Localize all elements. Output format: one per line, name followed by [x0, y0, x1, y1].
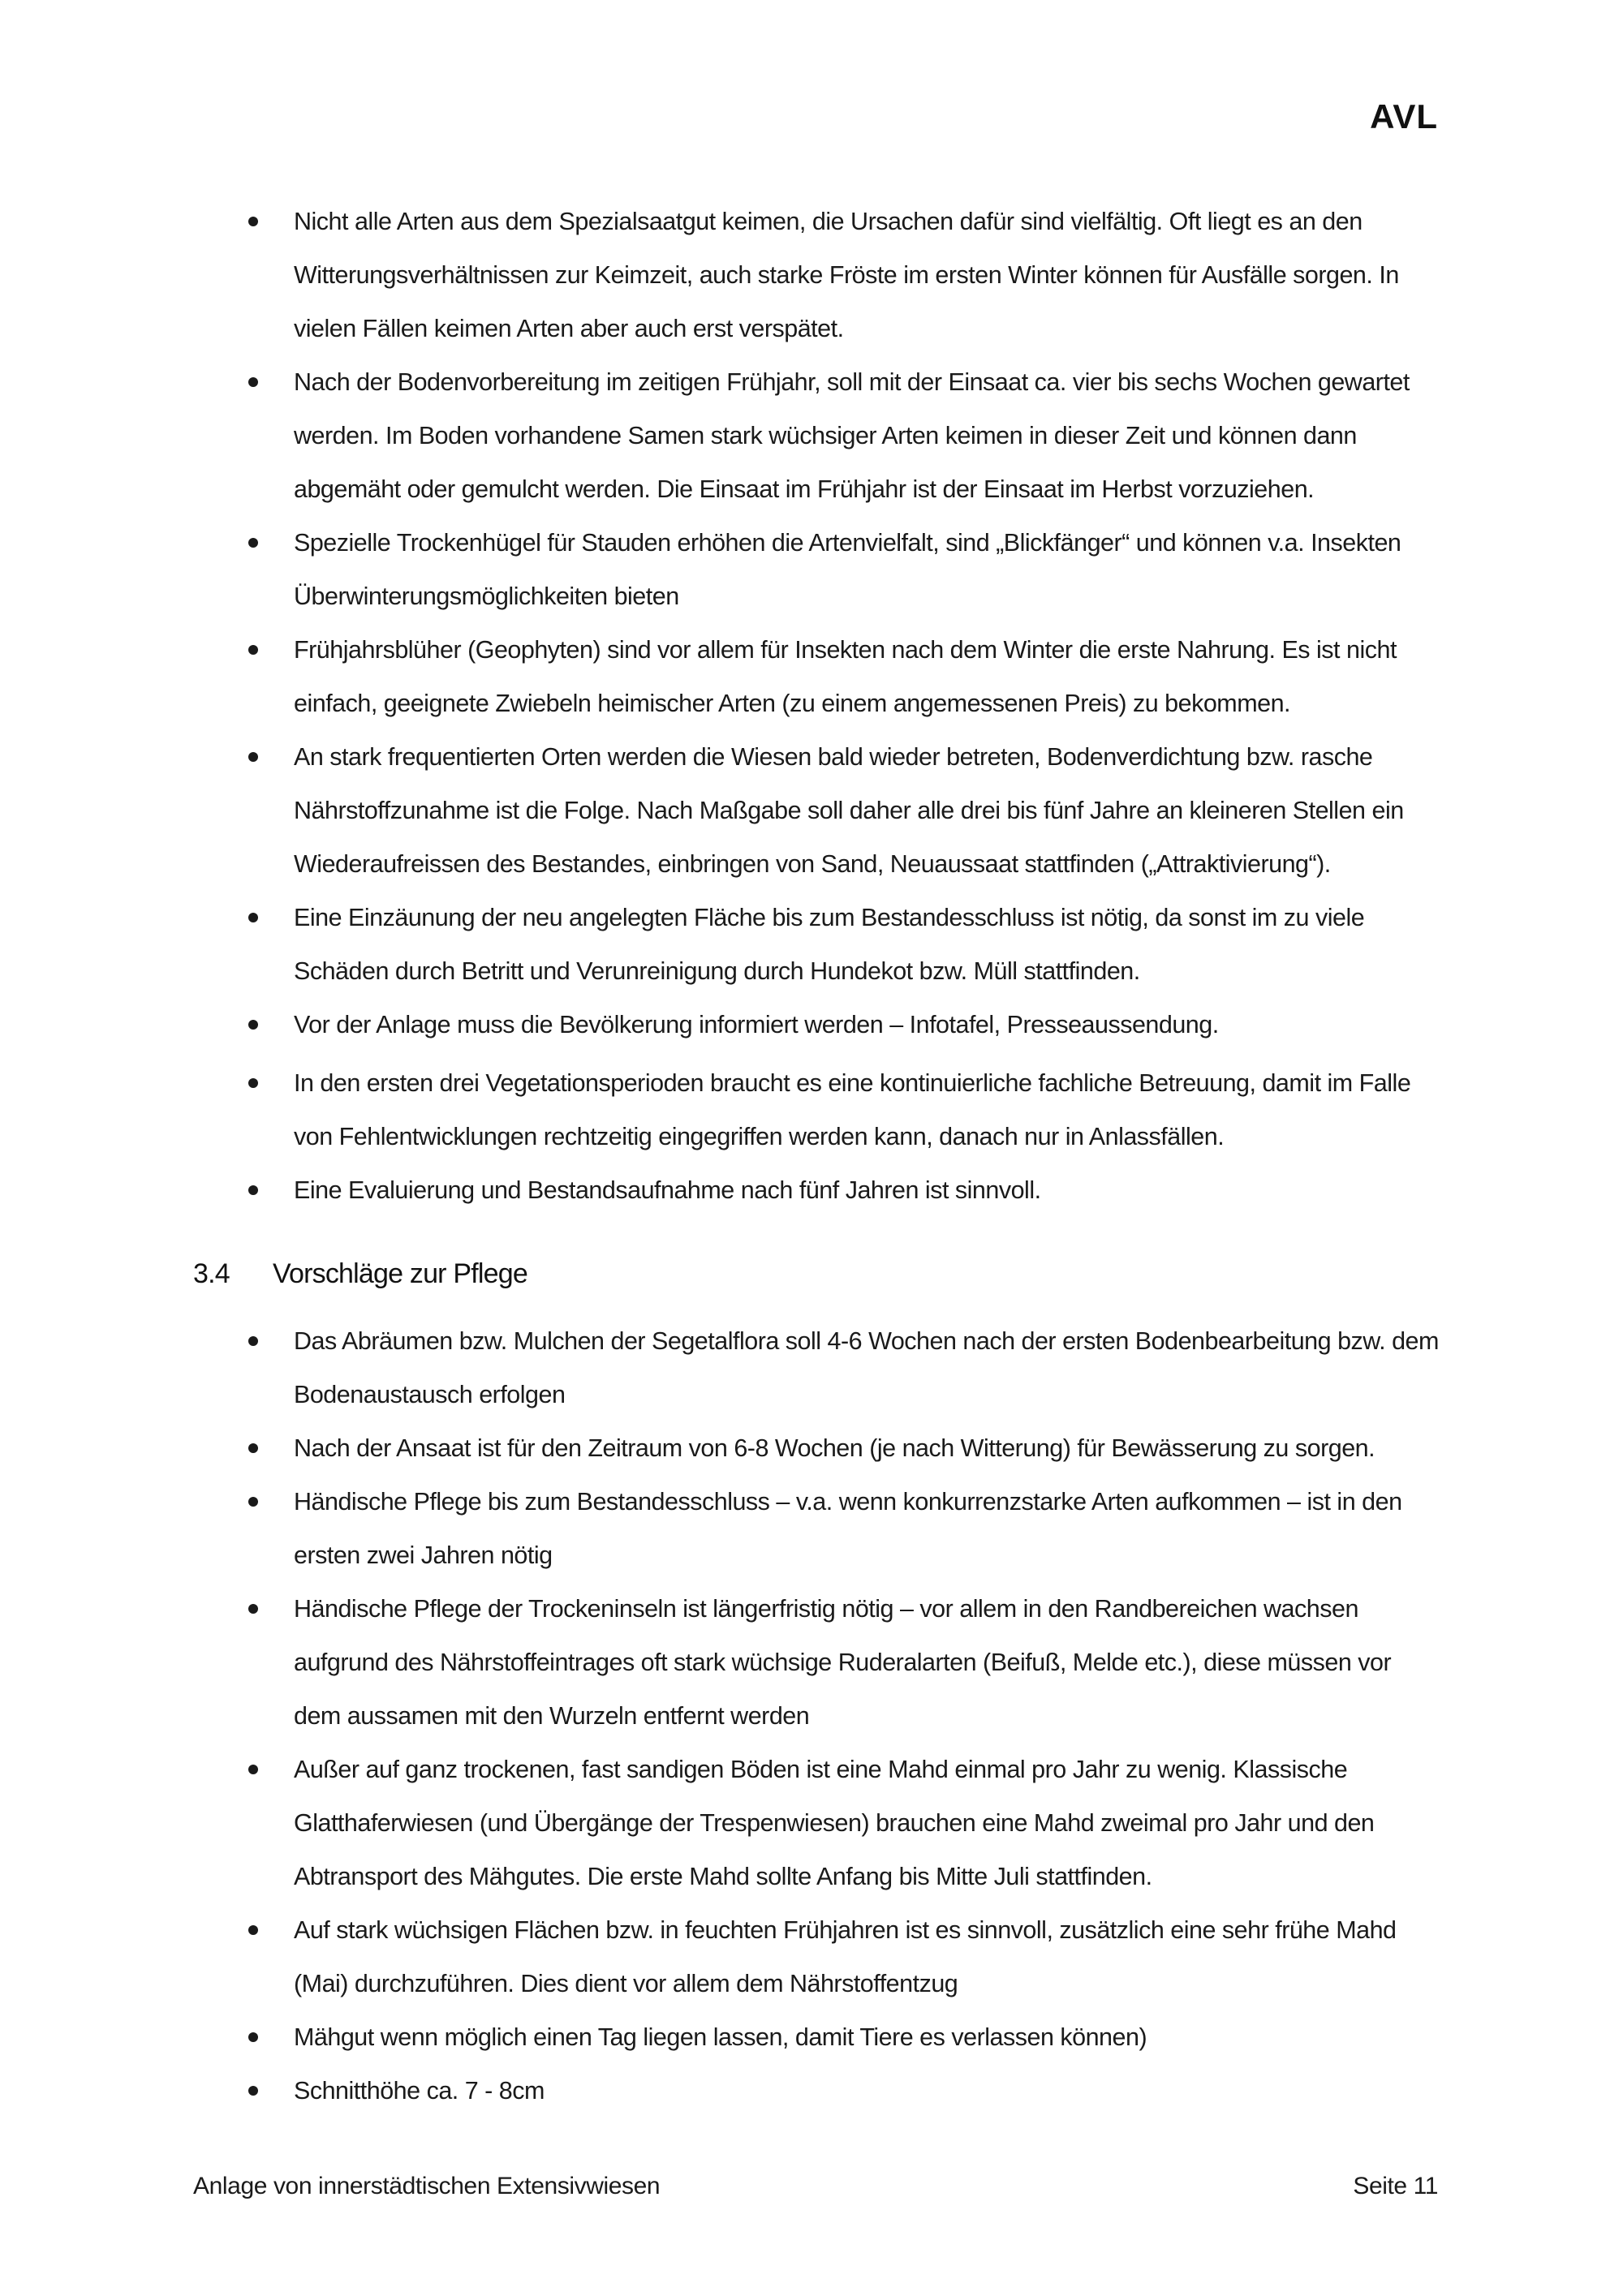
section-number: 3.4 [193, 1258, 230, 1289]
list-item [193, 998, 1443, 1051]
bullet-icon [248, 1185, 258, 1195]
bullet-list-maintenance [193, 1314, 1443, 2118]
list-item-text: Eine Evaluierung und Bestandsaufnahme nach fünf Jahren ist sinnvoll. [294, 1176, 1041, 1204]
list-item-text: Das Abräumen bzw. Mulchen der Segetalflora soll 4-6 Wochen nach der ersten Bodenbearbeitung bzw. dem Bodenaustausch erfolgen [294, 1327, 1439, 1408]
list-item [193, 355, 1443, 516]
list-item-text: Nach der Bodenvorbereitung im zeitigen Frühjahr, soll mit der Einsaat ca. vier bis sechs Wochen gewartet werden. Im Boden vorhandene Samen stark wüchsiger Arten keimen in dieser Zeit und können dann abgemäht oder gemulcht werden. Die Einsaat im Frühjahr ist der Einsaat im Herbst vorzuziehen. [294, 368, 1410, 503]
bullet-icon [248, 1336, 258, 1346]
bullet-icon [248, 1497, 258, 1507]
list-item [193, 891, 1443, 998]
bullet-icon [248, 1020, 258, 1030]
list-item [193, 1743, 1443, 1903]
page-footer [193, 2173, 1438, 2200]
footer-document-title: Anlage von innerstädtischen Extensivwiesen [193, 2173, 661, 2199]
bullet-icon [248, 2086, 258, 2096]
list-item [193, 1314, 1443, 1421]
list-item-text: Mähgut wenn möglich einen Tag liegen lassen, damit Tiere es verlassen können) [294, 2023, 1147, 2051]
bullet-icon [248, 538, 258, 548]
list-item [193, 1056, 1443, 1163]
bullet-icon [248, 752, 258, 762]
bullet-icon [248, 1925, 258, 1935]
list-item [193, 1903, 1443, 2010]
bullet-icon [248, 1443, 258, 1453]
footer-page-number: Seite 11 [1353, 2173, 1438, 2199]
list-item [193, 1421, 1443, 1475]
bullet-icon [248, 1604, 258, 1614]
header-logo: AVL [1370, 97, 1438, 135]
bullet-list-planning [193, 195, 1443, 1217]
list-item-text: In den ersten drei Vegetationsperioden braucht es eine kontinuierliche fachliche Betreuung, damit im Falle von Fehlentwicklungen rechtzeitig eingegriffen werden kann, danach nur in Anlassfällen. [294, 1069, 1411, 1150]
list-item [193, 2010, 1443, 2064]
list-item [193, 1582, 1443, 1743]
list-item [193, 1163, 1443, 1217]
bullet-icon [248, 645, 258, 655]
list-item [193, 623, 1443, 730]
list-item-text: Außer auf ganz trockenen, fast sandigen Böden ist eine Mahd einmal pro Jahr zu wenig. Klassische Glatthaferwiesen (und Übergänge der Trespenwiesen) brauchen eine Mahd zweimal pro Jahr und den Abtransport des Mähgutes. Die erste Mahd sollte Anfang bis Mitte Juli stattfinden. [294, 1756, 1375, 1890]
bullet-icon [248, 217, 258, 226]
list-item-text: Nach der Ansaat ist für den Zeitraum von 6-8 Wochen (je nach Witterung) für Bewässerung zu sorgen. [294, 1434, 1375, 1462]
list-item-text: An stark frequentierten Orten werden die Wiesen bald wieder betreten, Bodenverdichtung bzw. rasche Nährstoffzunahme ist die Folge. Nach Maßgabe soll daher alle drei bis fünf Jahre an kleineren Stellen ein Wiederaufreissen des Bestandes, einbringen von Sand, Neuaussaat stattfinden („Attraktivierung“). [294, 743, 1404, 878]
list-item-text: Händische Pflege bis zum Bestandesschluss – v.a. wenn konkurrenzstarke Arten aufkommen – ist in den ersten zwei Jahren nötig [294, 1488, 1402, 1569]
page-content [193, 195, 1443, 2118]
list-item-text: Händische Pflege der Trockeninseln ist längerfristig nötig – vor allem in den Randbereichen wachsen aufgrund des Nährstoffeintrages oft stark wüchsige Ruderalarten (Beifuß, Melde etc.), diese müssen vor dem aussamen mit den Wurzeln entfernt werden [294, 1595, 1392, 1730]
section-title: Vorschläge zur Pflege [273, 1258, 527, 1289]
list-item-text: Auf stark wüchsigen Flächen bzw. in feuchten Frühjahren ist es sinnvoll, zusätzlich eine sehr frühe Mahd (Mai) durchzuführen. Dies dient vor allem dem Nährstoffentzug [294, 1916, 1397, 1997]
list-item-text: Spezielle Trockenhügel für Stauden erhöhen die Artenvielfalt, sind „Blickfänger“ und können v.a. Insekten Überwinterungsmöglichkeiten bieten [294, 529, 1401, 610]
list-item-text: Eine Einzäunung der neu angelegten Fläche bis zum Bestandesschluss ist nötig, da sonst im zu viele Schäden durch Betritt und Verunreinigung durch Hundekot bzw. Müll stattfinden. [294, 904, 1365, 985]
list-item [193, 1475, 1443, 1582]
bullet-icon [248, 1078, 258, 1088]
bullet-icon [248, 377, 258, 387]
list-item [193, 2064, 1443, 2118]
list-item-text: Nicht alle Arten aus dem Spezialsaatgut keimen, die Ursachen dafür sind vielfältig. Oft liegt es an den Witterungsverhältnissen zur Keimzeit, auch starke Fröste im ersten Winter können für Ausfälle sorgen. In vielen Fällen keimen Arten aber auch erst verspätet. [294, 208, 1399, 342]
list-item [193, 730, 1443, 891]
list-item [193, 195, 1443, 355]
list-item-text: Frühjahrsblüher (Geophyten) sind vor allem für Insekten nach dem Winter die erste Nahrung. Es ist nicht einfach, geeignete Zwiebeln heimischer Arten (zu einem angemessenen Preis) zu bekommen. [294, 636, 1397, 717]
bullet-icon [248, 2032, 258, 2042]
list-item-text: Vor der Anlage muss die Bevölkerung informiert werden – Infotafel, Presseaussendung. [294, 1011, 1219, 1038]
section-heading [193, 1241, 1443, 1306]
bullet-icon [248, 913, 258, 922]
list-item-text: Schnitthöhe ca. 7 - 8cm [294, 2077, 545, 2105]
list-item [193, 516, 1443, 623]
bullet-icon [248, 1765, 258, 1774]
